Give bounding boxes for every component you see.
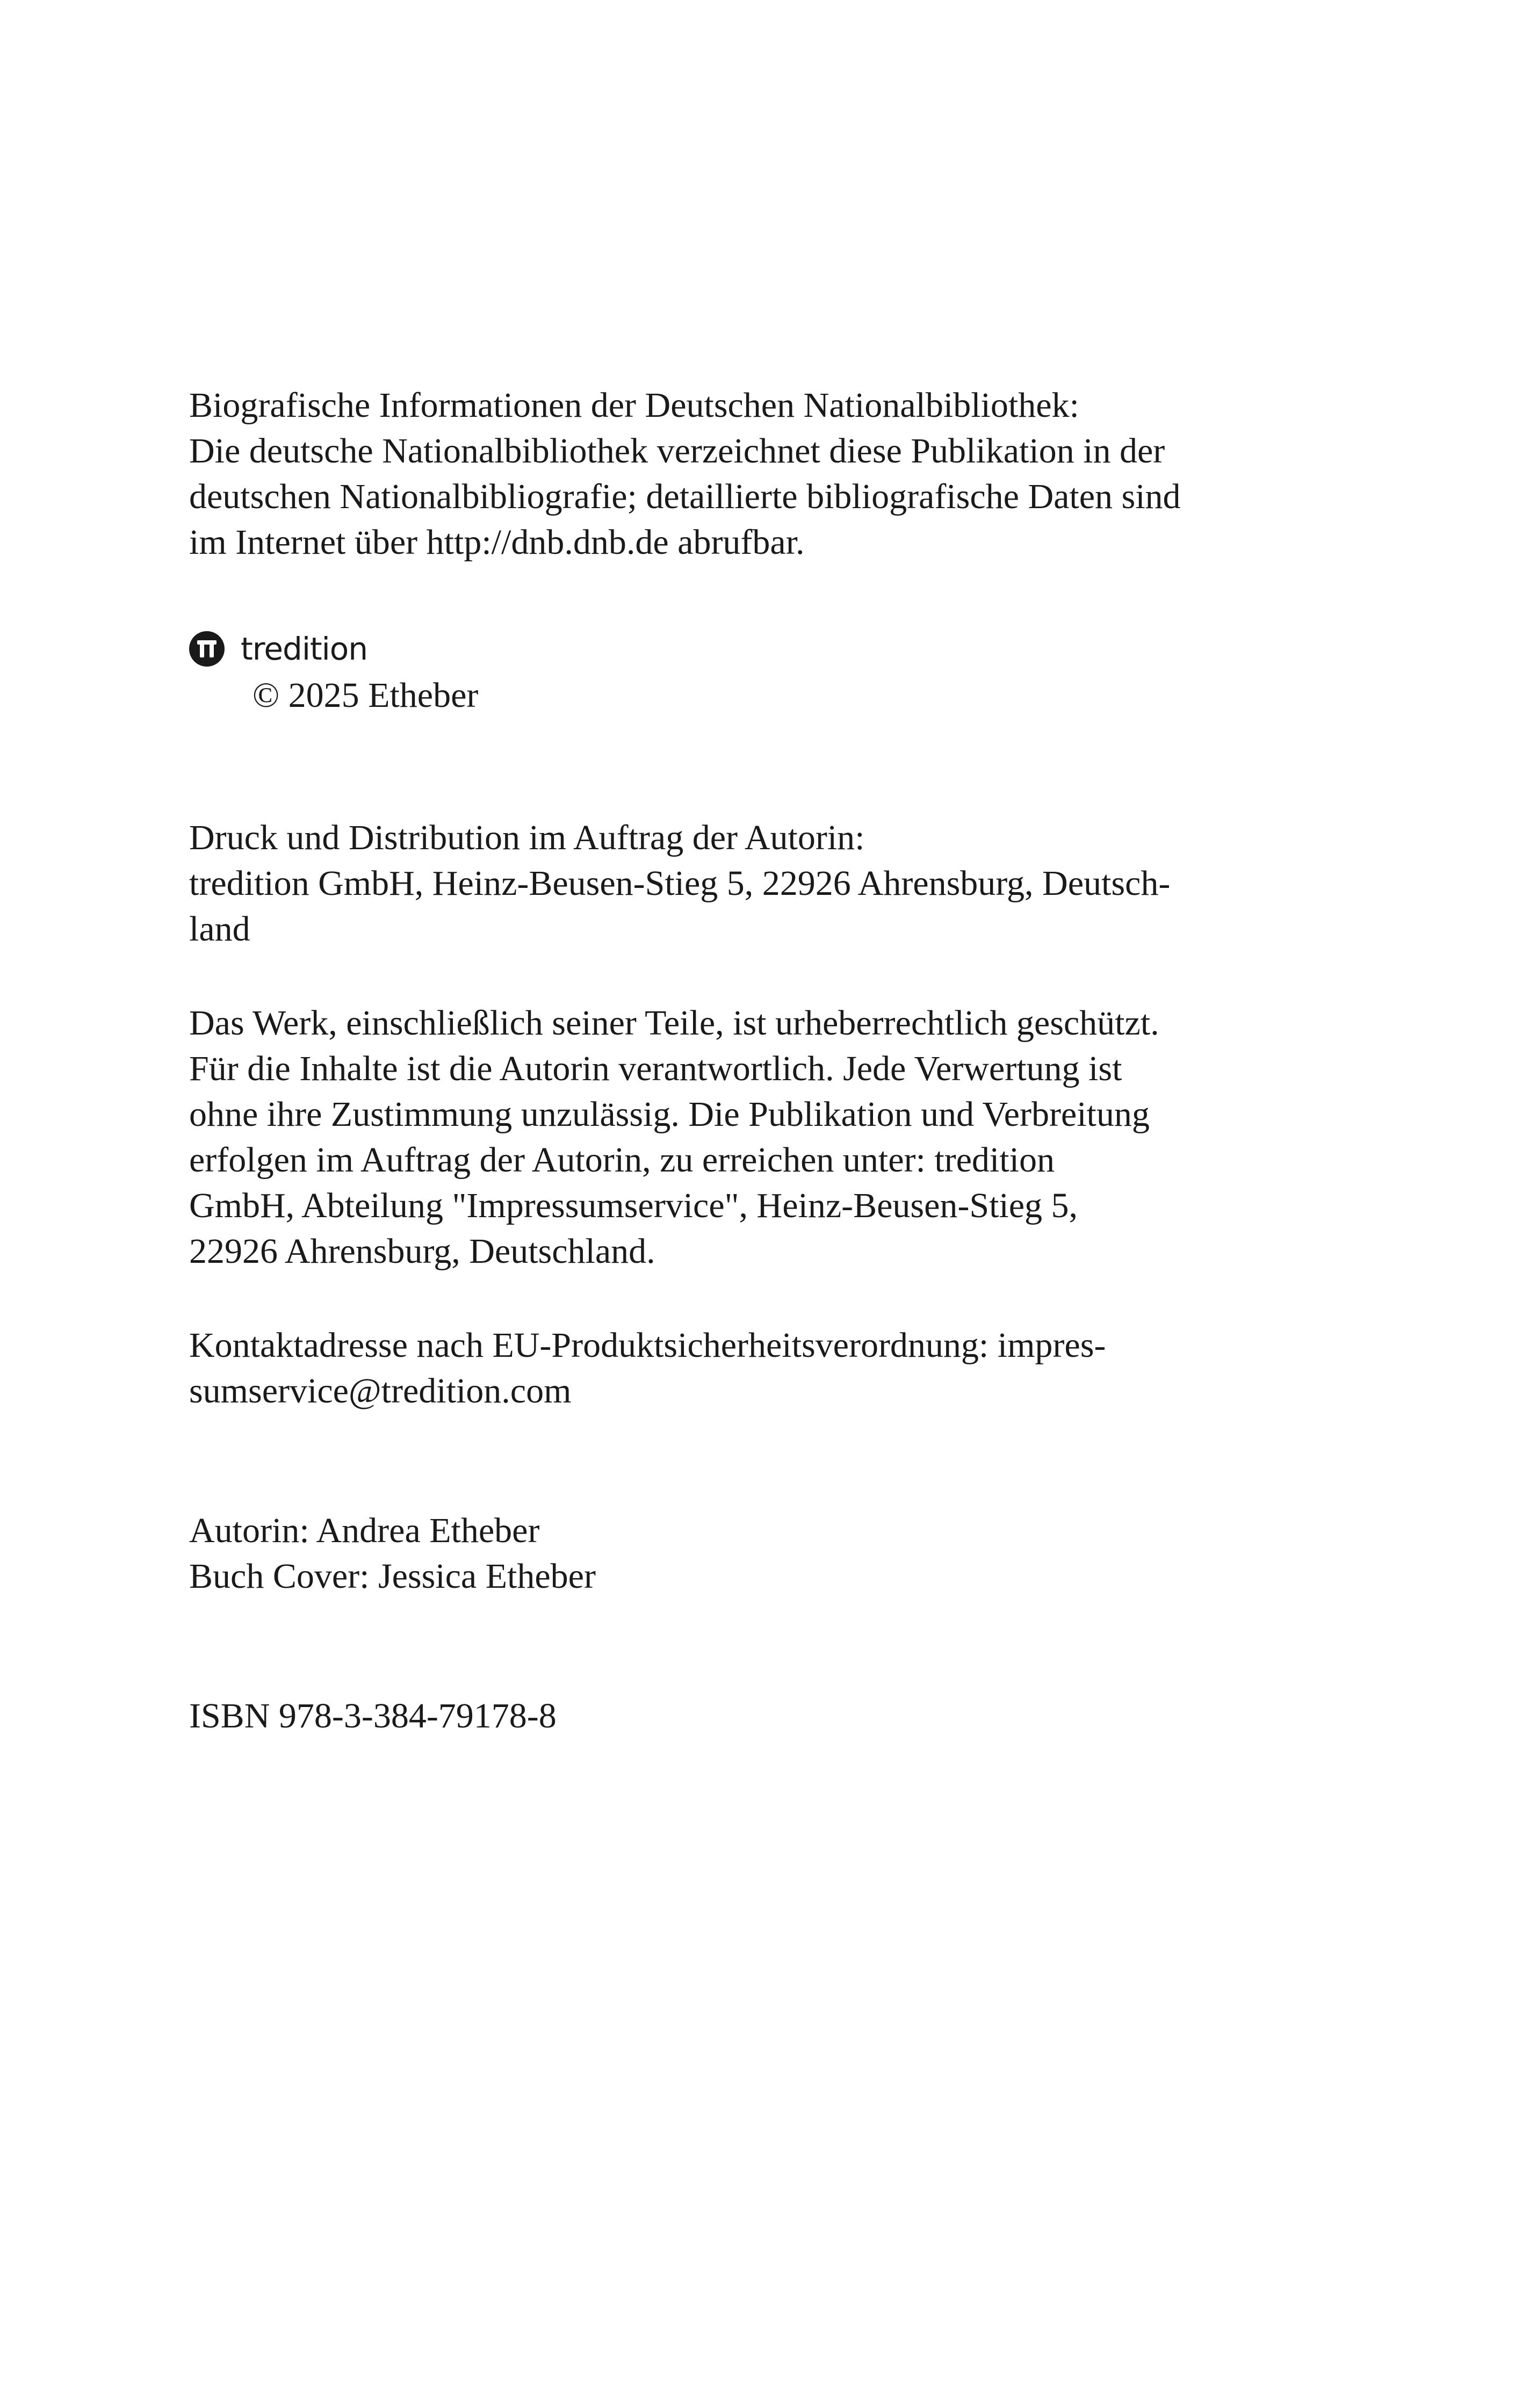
author-credit: Autorin: Andrea Etheber <box>189 1511 540 1550</box>
credits <box>189 1508 1339 1599</box>
rights-line: GmbH, Abteilung "Impressumservice", Heinz-Beusen-Stieg 5, <box>189 1186 1078 1225</box>
isbn-text: ISBN 978-3-384-79178-8 <box>189 1696 557 1736</box>
publisher-logo <box>189 630 367 668</box>
distribution-line: Druck und Distribution im Auftrag der Autorin: <box>189 818 865 857</box>
bibliographic-line: Biografische Informationen der Deutschen Nationalbibliothek: <box>189 386 1079 425</box>
bibliographic-line: Die deutsche Nationalbibliothek verzeichnet diese Publikation in der <box>189 431 1165 471</box>
copyright-notice: © 2025 Etheber <box>253 676 479 715</box>
distribution-info <box>189 815 1339 952</box>
contact-line: Kontaktadresse nach EU-Produktsicherheitsverordnung: impres- <box>189 1326 1106 1365</box>
publisher-logo-text: tredition <box>241 631 368 667</box>
rights-line: 22926 Ahrensburg, Deutschland. <box>189 1232 655 1271</box>
rights-notice <box>189 1000 1339 1274</box>
rights-line: Für die Inhalte ist die Autorin verantwortlich. Jede Verwertung ist <box>189 1049 1122 1088</box>
distribution-line: tredition GmbH, Heinz-Beusen-Stieg 5, 22926 Ahrensburg, Deutsch- <box>189 864 1171 903</box>
rights-line: ohne ihre Zustimmung unzulässig. Die Publikation und Verbreitung <box>189 1095 1150 1134</box>
contact-info <box>189 1322 1339 1414</box>
bibliographic-info <box>189 382 1339 565</box>
isbn <box>189 1693 1339 1739</box>
bibliographic-line: deutschen Nationalbibliografie; detaillierte bibliografische Daten sind <box>189 477 1181 516</box>
bibliographic-line: im Internet über http://dnb.dnb.de abrufbar. <box>189 523 805 562</box>
rights-line: erfolgen im Auftrag der Autorin, zu erreichen unter: tredition <box>189 1140 1055 1180</box>
rights-line: Das Werk, einschließlich seiner Teile, ist urheberrechtlich geschützt. <box>189 1003 1159 1043</box>
distribution-line: land <box>189 909 250 949</box>
cover-credit: Buch Cover: Jessica Etheber <box>189 1557 596 1596</box>
contact-line: sumservice@tredition.com <box>189 1371 572 1411</box>
tredition-logo-icon <box>189 631 225 667</box>
